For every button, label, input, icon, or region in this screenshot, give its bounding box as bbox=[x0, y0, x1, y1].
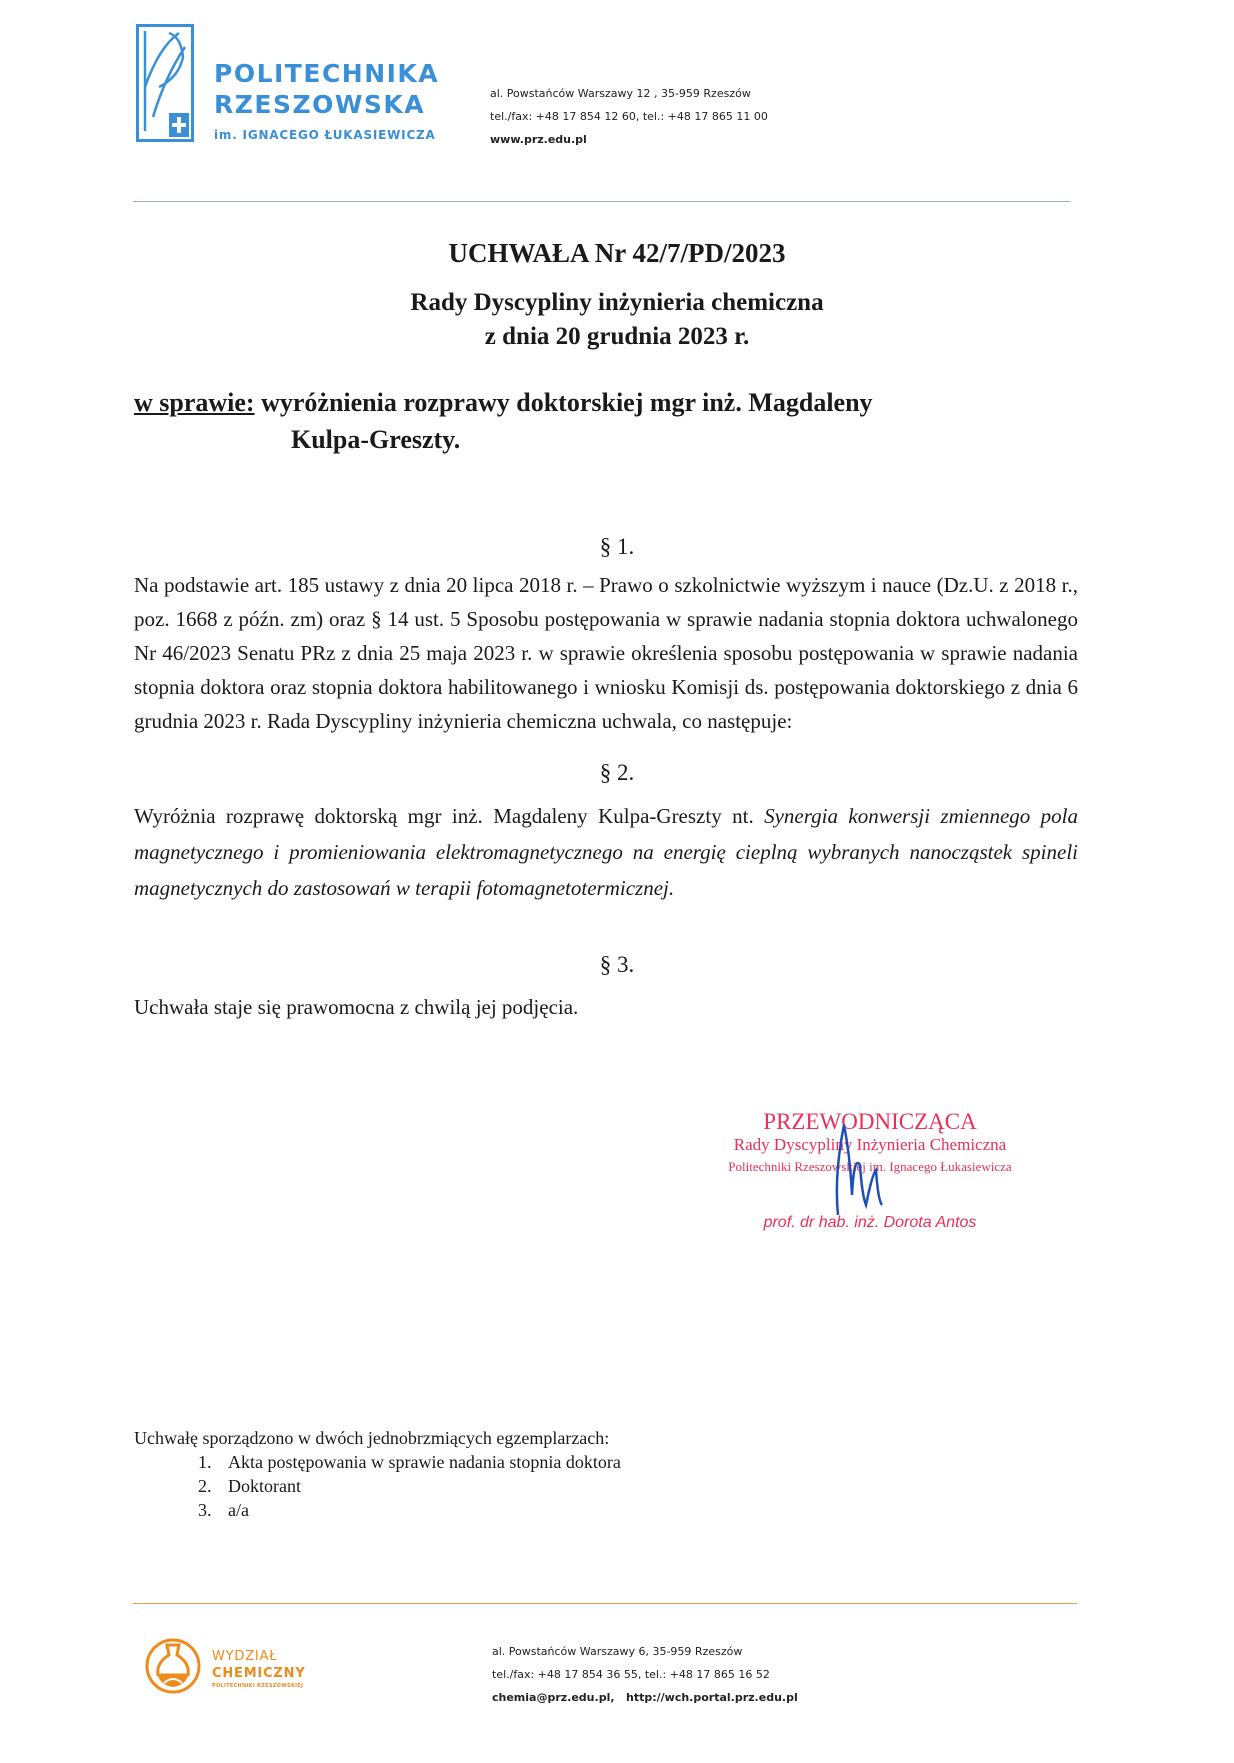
resolution-number: UCHWAŁA Nr 42/7/PD/2023 bbox=[448, 238, 786, 268]
section-1-text: Na podstawie art. 185 ustawy z dnia 20 lipca 2018 r. – Prawo o szkolnictwie wyższym i nauce (Dz.U. z 2018 r., poz. 1668 z późn. zm) oraz § 14 ust. 5 Sposobu postępowania w sprawie nadania stopnia doktora uchwalonego Nr 46/2023 Senatu PRz z dnia 25 maja 2023 r. w sprawie określenia sposobu postępowania w sprawie nadania stopnia doktora oraz stopnia doktora habilitowanego i wniosku Komisji ds. postępowania doktorskiego z dnia 6 grudnia 2023 r. Rada Dyscypliny inżynieria chemiczna uchwala, co następuje: bbox=[134, 573, 1078, 733]
council-name: Rady Dyscypliny inżynieria chemiczna bbox=[410, 289, 824, 316]
faculty-name: WYDZIAŁ CHEMICZNY POLITECHNIKI RZESZOWSKIEJ bbox=[212, 1649, 306, 1689]
dissertation-title: Synergia konwersji zmiennego pola magnetycznego i promieniowania elektromagnetycznego na energię cieplną wybranych nanocząstek spineli magnetycznych do zastosowań w terapii fotomagnetotermicznej. bbox=[134, 804, 1078, 900]
subject-text-line2: Kulpa-Greszty. bbox=[291, 425, 461, 454]
distribution-item: 2. Doktorant bbox=[216, 1474, 621, 1498]
faculty-flask-logo-icon bbox=[144, 1637, 202, 1695]
subject-text-line1: wyróżnienia rozprawy doktorskiej mgr inż. Magdaleny bbox=[254, 388, 873, 417]
stamp-name: prof. dr hab. inż. Dorota Antos bbox=[763, 1214, 977, 1231]
section-2-sign: § 2. bbox=[599, 760, 635, 785]
resolution-date: z dnia 20 grudnia 2023 r. bbox=[484, 323, 750, 350]
section-3-text: Uchwała staje się prawomocna z chwilą jej podjęcia. bbox=[134, 995, 579, 1019]
section-1-sign: § 1. bbox=[599, 534, 635, 559]
footer-divider bbox=[133, 1603, 1077, 1604]
footer-phone: tel./fax: +48 17 854 36 55, tel.: +48 17 865 16 52 bbox=[492, 1668, 770, 1681]
distribution-list bbox=[134, 1426, 621, 1522]
section-3-sign: § 3. bbox=[599, 952, 635, 977]
stamp-role: PRZEWODNICZĄCA bbox=[763, 1109, 977, 1134]
university-emblem-icon bbox=[139, 27, 191, 139]
stamp-council: Rady Dyscypliny Inżynieria Chemiczna bbox=[733, 1135, 1007, 1154]
university-patron: im. IGNACEGO ŁUKASIEWICZA bbox=[214, 128, 436, 142]
resolution-council-date bbox=[0, 286, 1234, 354]
footer-contact bbox=[492, 1640, 798, 1709]
distribution-item: 1. Akta postępowania w sprawie nadania stopnia doktora bbox=[216, 1450, 621, 1474]
subject-label: w sprawie: bbox=[134, 388, 255, 417]
header-website[interactable]: www.prz.edu.pl bbox=[490, 133, 587, 146]
signature-icon bbox=[820, 1115, 900, 1225]
footer-website[interactable]: http://wch.portal.prz.edu.pl bbox=[626, 1691, 798, 1704]
footer-address: al. Powstańców Warszawy 6, 35-959 Rzeszów bbox=[492, 1645, 743, 1658]
stamp-institution: Politechniki Rzeszowskiej im. Ignacego Łukasiewicza bbox=[728, 1159, 1012, 1174]
university-logo-emblem bbox=[136, 24, 194, 142]
footer-email[interactable]: chemia@prz.edu.pl, bbox=[492, 1691, 615, 1704]
distribution-intro: Uchwałę sporządzono w dwóch jednobrzmiących egzemplarzach: bbox=[134, 1428, 610, 1448]
distribution-item: 3. a/a bbox=[216, 1498, 621, 1522]
header-contact bbox=[490, 82, 768, 151]
header-divider bbox=[133, 201, 1070, 202]
university-name: POLITECHNIKA RZESZOWSKA bbox=[214, 59, 440, 119]
header-phone: tel./fax: +48 17 854 12 60, tel.: +48 17 865 11 00 bbox=[490, 110, 768, 123]
section-2-text bbox=[134, 798, 1078, 906]
section-2-text-plain: Wyróżnia rozprawę doktorską mgr inż. Magdaleny Kulpa-Greszty nt. bbox=[134, 804, 765, 828]
header-address: al. Powstańców Warszawy 12 , 35-959 Rzeszów bbox=[490, 87, 751, 100]
resolution-subject bbox=[134, 384, 1034, 458]
